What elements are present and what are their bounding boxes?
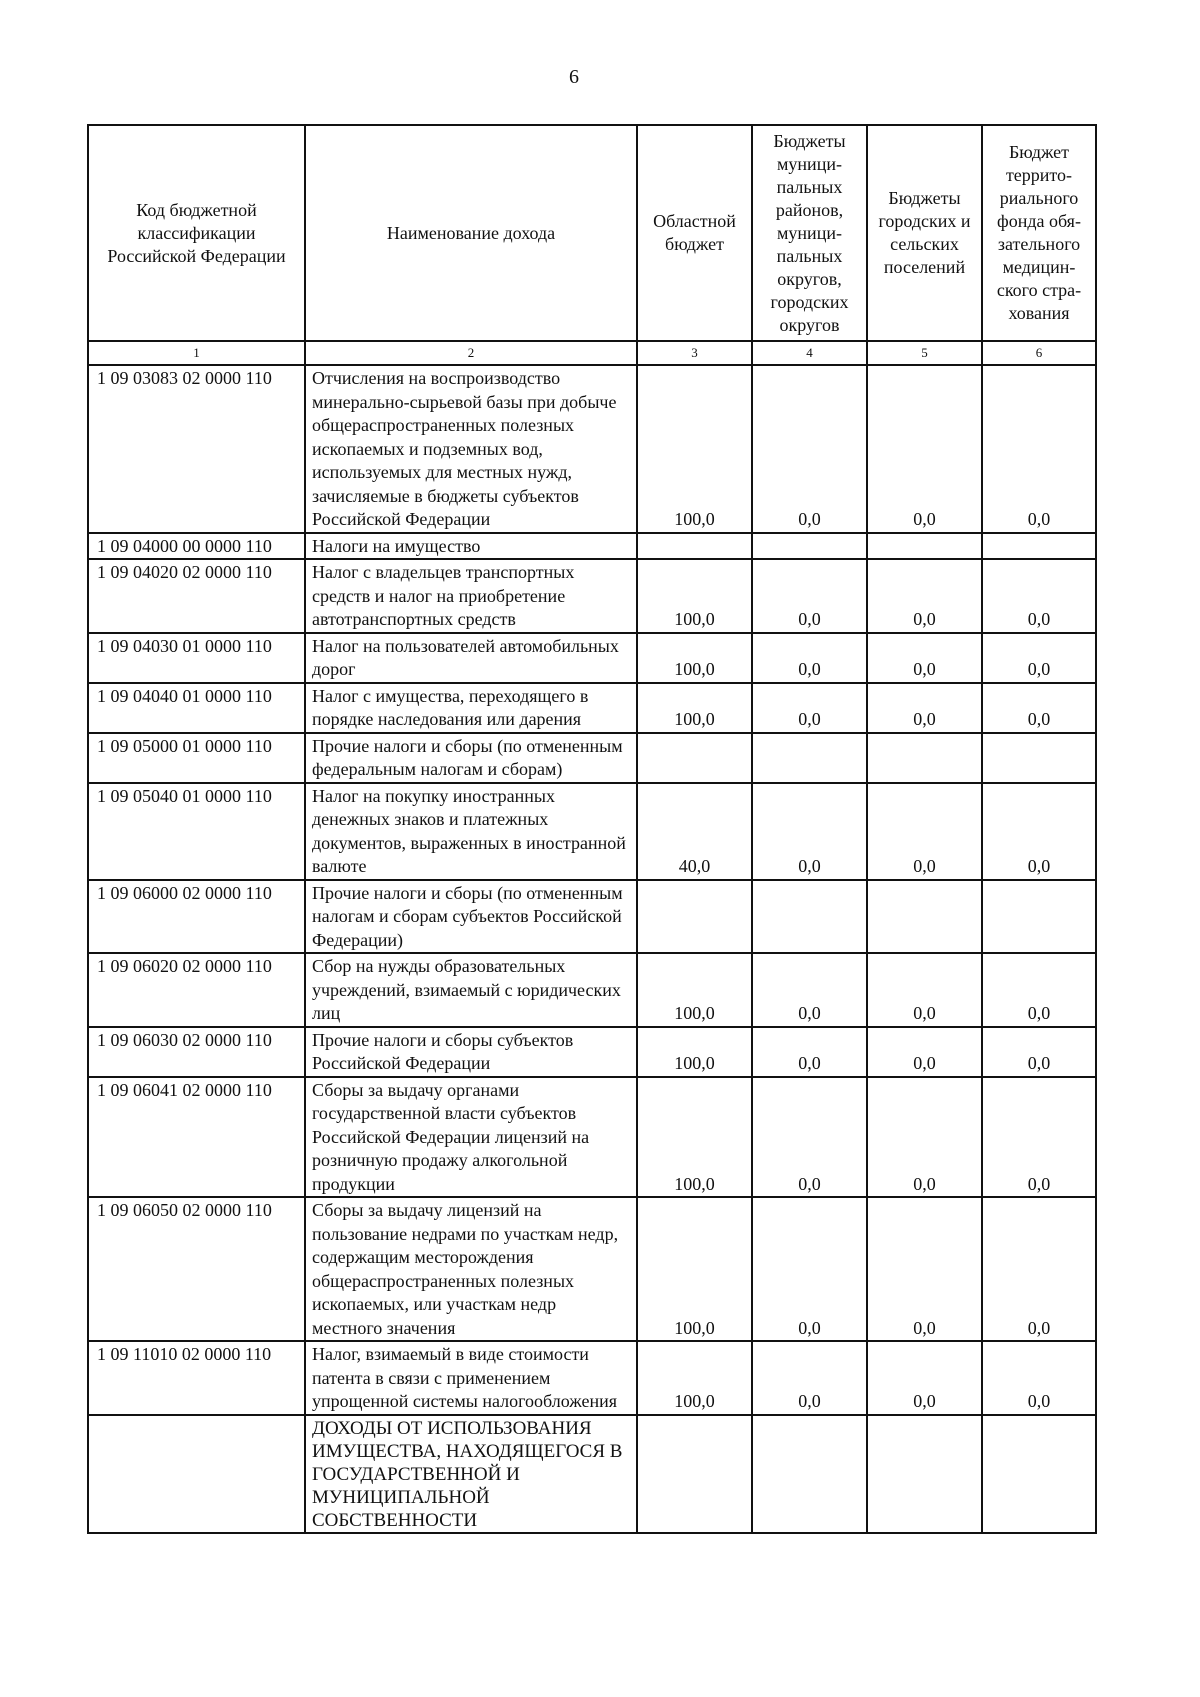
table-row	[88, 1415, 1096, 1533]
cell-code: 1 09 04030 01 0000 110	[88, 633, 305, 683]
cell-revenue-name: Налоги на имущество	[305, 533, 637, 560]
cell-settlement-budgets: 0,0	[867, 559, 982, 633]
cell-settlement-budgets: 0,0	[867, 783, 982, 880]
cell-municipal-budgets: 0,0	[752, 1027, 867, 1077]
cell-medical-insurance-fund: 0,0	[982, 365, 1096, 533]
cell-medical-insurance-fund	[982, 733, 1096, 783]
table-row	[88, 880, 1096, 954]
column-number: 2	[305, 341, 637, 365]
cell-settlement-budgets	[867, 880, 982, 954]
cell-revenue-name: Налог с имущества, переходящего в порядке наследования или дарения	[305, 683, 637, 733]
cell-medical-insurance-fund: 0,0	[982, 1341, 1096, 1415]
cell-regional-budget: 100,0	[637, 365, 752, 533]
cell-regional-budget: 100,0	[637, 559, 752, 633]
cell-municipal-budgets	[752, 880, 867, 954]
cell-municipal-budgets	[752, 1415, 867, 1533]
cell-revenue-name: Сборы за выдачу органами государственной власти субъектов Российской Федерации лицензий на розничную продажу алкогольной продукции	[305, 1077, 637, 1198]
cell-settlement-budgets	[867, 533, 982, 560]
table-row	[88, 733, 1096, 783]
cell-code: 1 09 11010 02 0000 110	[88, 1341, 305, 1415]
table-row	[88, 783, 1096, 880]
table-row	[88, 633, 1096, 683]
header-medical-insurance-fund: Бюджет террито- риального фонда обя- зательного медицин- ского стра- хования	[982, 125, 1096, 341]
cell-regional-budget: 100,0	[637, 1197, 752, 1341]
cell-revenue-name: Налог с владельцев транспортных средств и налог на приобретение автотранспортных средств	[305, 559, 637, 633]
header-municipal-budgets: Бюджеты муници- пальных районов, муници- пальных округов, городских округов	[752, 125, 867, 341]
table-row	[88, 365, 1096, 533]
cell-settlement-budgets: 0,0	[867, 953, 982, 1027]
cell-municipal-budgets: 0,0	[752, 365, 867, 533]
cell-revenue-name: Сбор на нужды образовательных учреждений, взимаемый с юридических лиц	[305, 953, 637, 1027]
cell-municipal-budgets	[752, 533, 867, 560]
cell-settlement-budgets: 0,0	[867, 633, 982, 683]
cell-medical-insurance-fund	[982, 880, 1096, 954]
cell-municipal-budgets: 0,0	[752, 783, 867, 880]
cell-regional-budget: 100,0	[637, 953, 752, 1027]
cell-regional-budget: 100,0	[637, 683, 752, 733]
cell-municipal-budgets: 0,0	[752, 633, 867, 683]
table-row	[88, 1077, 1096, 1198]
cell-regional-budget	[637, 533, 752, 560]
column-number: 3	[637, 341, 752, 365]
column-number: 5	[867, 341, 982, 365]
cell-code: 1 09 04020 02 0000 110	[88, 559, 305, 633]
table-row	[88, 1027, 1096, 1077]
cell-regional-budget: 100,0	[637, 633, 752, 683]
cell-medical-insurance-fund: 0,0	[982, 783, 1096, 880]
cell-settlement-budgets: 0,0	[867, 365, 982, 533]
cell-code: 1 09 05000 01 0000 110	[88, 733, 305, 783]
cell-settlement-budgets	[867, 733, 982, 783]
cell-code: 1 09 06020 02 0000 110	[88, 953, 305, 1027]
cell-settlement-budgets: 0,0	[867, 683, 982, 733]
cell-revenue-name: ДОХОДЫ ОТ ИСПОЛЬЗОВАНИЯ ИМУЩЕСТВА, НАХОДЯЩЕГОСЯ В ГОСУДАРСТВЕННОЙ И МУНИЦИПАЛЬНОЙ СОБСТВЕННОСТИ	[305, 1415, 637, 1533]
cell-regional-budget	[637, 1415, 752, 1533]
cell-municipal-budgets: 0,0	[752, 953, 867, 1027]
column-number-row	[88, 341, 1096, 365]
cell-medical-insurance-fund: 0,0	[982, 953, 1096, 1027]
cell-revenue-name: Прочие налоги и сборы (по отмененным федеральным налогам и сборам)	[305, 733, 637, 783]
cell-regional-budget	[637, 880, 752, 954]
cell-medical-insurance-fund: 0,0	[982, 633, 1096, 683]
column-number: 4	[752, 341, 867, 365]
column-number: 6	[982, 341, 1096, 365]
cell-code: 1 09 06030 02 0000 110	[88, 1027, 305, 1077]
cell-municipal-budgets: 0,0	[752, 683, 867, 733]
table-row	[88, 559, 1096, 633]
cell-municipal-budgets: 0,0	[752, 1341, 867, 1415]
header-settlement-budgets: Бюджеты городских и сельских поселений	[867, 125, 982, 341]
header-code: Код бюджетной классификации Российской Федерации	[88, 125, 305, 341]
cell-settlement-budgets	[867, 1415, 982, 1533]
cell-regional-budget: 100,0	[637, 1341, 752, 1415]
cell-code: 1 09 04000 00 0000 110	[88, 533, 305, 560]
revenue-distribution-table	[87, 124, 1097, 1534]
cell-medical-insurance-fund: 0,0	[982, 1197, 1096, 1341]
cell-code: 1 09 06041 02 0000 110	[88, 1077, 305, 1198]
cell-municipal-budgets: 0,0	[752, 1077, 867, 1198]
cell-code: 1 09 06050 02 0000 110	[88, 1197, 305, 1341]
cell-revenue-name: Налог на пользователей автомобильных дорог	[305, 633, 637, 683]
table-header-row	[88, 125, 1096, 341]
cell-medical-insurance-fund: 0,0	[982, 1027, 1096, 1077]
cell-municipal-budgets: 0,0	[752, 559, 867, 633]
header-name: Наименование дохода	[305, 125, 637, 341]
cell-revenue-name: Прочие налоги и сборы (по отмененным налогам и сборам субъектов Российской Федерации)	[305, 880, 637, 954]
cell-settlement-budgets: 0,0	[867, 1027, 982, 1077]
cell-revenue-name: Налог, взимаемый в виде стоимости патента в связи с применением упрощенной системы налогообложения	[305, 1341, 637, 1415]
table-row	[88, 683, 1096, 733]
cell-settlement-budgets: 0,0	[867, 1341, 982, 1415]
cell-medical-insurance-fund: 0,0	[982, 683, 1096, 733]
cell-code: 1 09 03083 02 0000 110	[88, 365, 305, 533]
cell-code: 1 09 04040 01 0000 110	[88, 683, 305, 733]
cell-settlement-budgets: 0,0	[867, 1197, 982, 1341]
table-row	[88, 533, 1096, 560]
cell-regional-budget: 100,0	[637, 1027, 752, 1077]
table-row	[88, 1197, 1096, 1341]
cell-code	[88, 1415, 305, 1533]
cell-settlement-budgets: 0,0	[867, 1077, 982, 1198]
cell-medical-insurance-fund: 0,0	[982, 559, 1096, 633]
page-number: 6	[569, 66, 579, 88]
table-row	[88, 1341, 1096, 1415]
cell-medical-insurance-fund: 0,0	[982, 1077, 1096, 1198]
cell-revenue-name: Прочие налоги и сборы субъектов Российской Федерации	[305, 1027, 637, 1077]
cell-medical-insurance-fund	[982, 1415, 1096, 1533]
cell-revenue-name: Налог на покупку иностранных денежных знаков и платежных документов, выраженных в иностранной валюте	[305, 783, 637, 880]
table-row	[88, 953, 1096, 1027]
cell-regional-budget	[637, 733, 752, 783]
column-number: 1	[88, 341, 305, 365]
cell-code: 1 09 05040 01 0000 110	[88, 783, 305, 880]
cell-revenue-name: Сборы за выдачу лицензий на пользование недрами по участкам недр, содержащим месторождения общераспространенных полезных ископаемых, или участкам недр местного значения	[305, 1197, 637, 1341]
cell-municipal-budgets: 0,0	[752, 1197, 867, 1341]
cell-regional-budget: 40,0	[637, 783, 752, 880]
cell-medical-insurance-fund	[982, 533, 1096, 560]
cell-municipal-budgets	[752, 733, 867, 783]
cell-revenue-name: Отчисления на воспроизводство минерально-сырьевой базы при добыче общераспространенных полезных ископаемых и подземных вод, используемых для местных нужд, зачисляемые в бюджеты субъектов Российской Федерации	[305, 365, 637, 533]
header-regional-budget: Областной бюджет	[637, 125, 752, 341]
cell-regional-budget: 100,0	[637, 1077, 752, 1198]
table-body	[88, 365, 1096, 1533]
cell-code: 1 09 06000 02 0000 110	[88, 880, 305, 954]
